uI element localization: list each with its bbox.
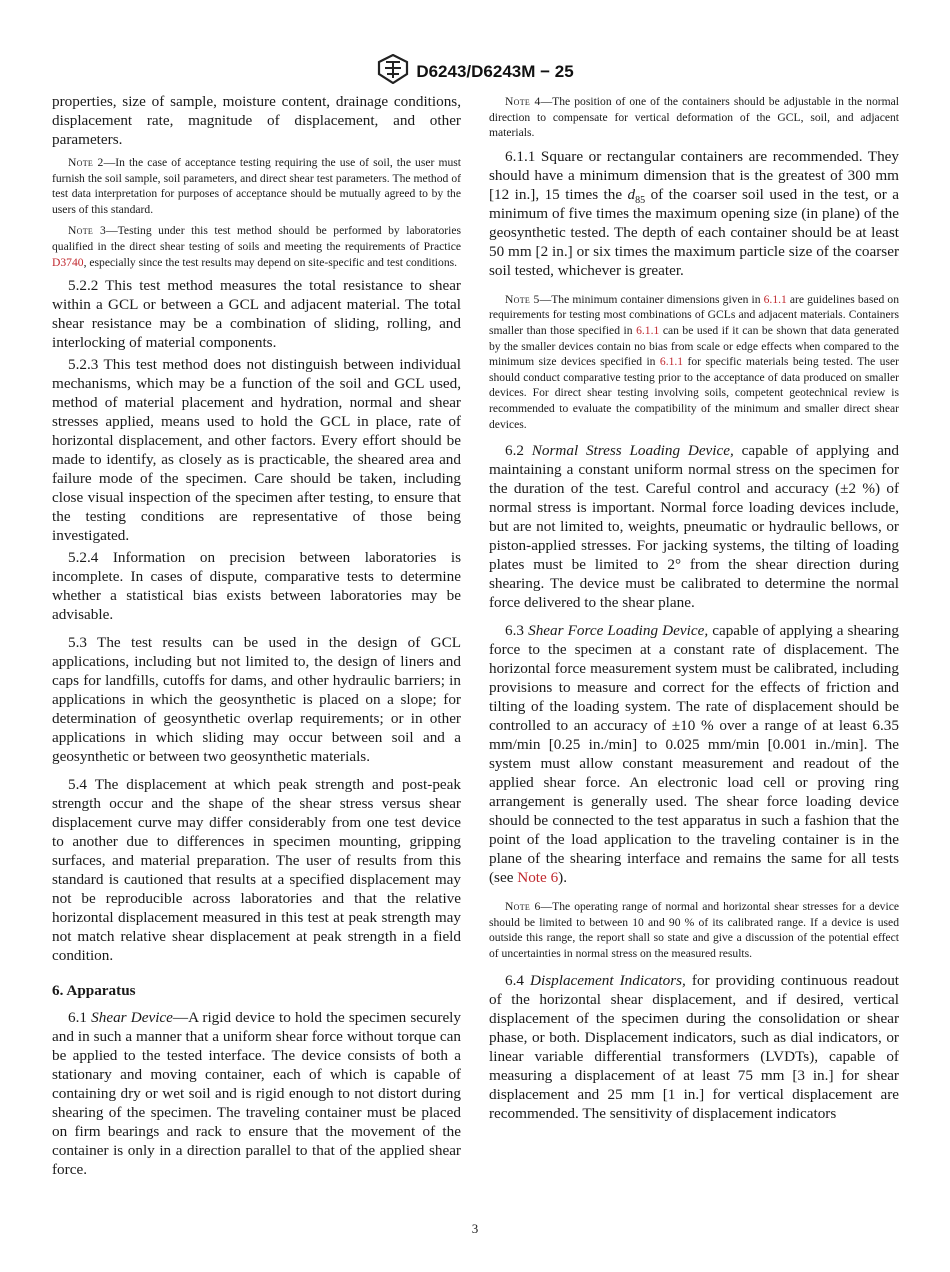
para-number: 6.2 <box>505 442 532 460</box>
paragraph-5-2-3: 5.2.3 This test method does not distinguish between individual mechanisms, which may be a function of the soil and GCL used, method of material placement and hydration, normal and shear stresses applied, means used to hold the GCL in place, rate of horizontal displacement, and other factors. Every effort should be made to identify, as closely as is practicable, the sheared area and failure mode of the specimen. Care should be taken, including close visual inspection of the specimen after testing, to ensure that the testing conditions are representative of those being investigated. <box>52 356 461 545</box>
note-2 <box>52 155 461 217</box>
note-3 <box>52 223 461 270</box>
paragraph-5-4: 5.4 The displacement at which peak strength and post-peak strength occur and the shape of the shear stress versus shear displacement curve may differ considerably from one test device to another due to differences in specimen mounting, gripping surfaces, and material preparation. The user of results from this standard is cautioned that results at a specified displacement may not be reproducible across laboratories and that the relative horizontal displacement measured in this test at peak strength may not match relative shear displacement at peak strength in a field condition. <box>52 776 461 965</box>
link-6-1-1[interactable]: 6.1.1 <box>636 323 660 337</box>
link-d3740[interactable]: D3740 <box>52 255 84 269</box>
note-5 <box>489 292 899 432</box>
d85-symbol: d <box>627 185 636 203</box>
paragraph-6-1-1 <box>489 147 899 280</box>
paragraph-5-2-4: 5.2.4 Information on precision between laboratories is incomplete. In cases of dispute, comparative tests to determine whether a statistical bias exists between laboratories may be advisable. <box>52 549 461 624</box>
term: Displacement Indicators, <box>530 971 686 989</box>
para-number: 6.3 <box>505 622 529 640</box>
note-text: —In the case of acceptance testing requiring the use of soil, the user must furnish the soil sample, soil parameters, and direct shear test parameters. The method of test data interpretation for purposes of acceptance should be mutually agreed to by the users of this standard. <box>52 156 462 216</box>
para-number: 6.4 <box>505 971 531 989</box>
link-note-6[interactable]: Note 6 <box>517 869 559 887</box>
note-text: are guidelines based on requirements for testing most combinations of GCLs and adjacent materials. Containers smaller than those specified in <box>489 292 899 337</box>
term: Normal Stress Loading Device, <box>531 442 734 460</box>
page-number: 3 <box>471 1221 479 1236</box>
para-text: —A rigid device to hold the specimen securely and in such a manner that a uniform shear force without torque can be applied to the tested interface. The device consists of both a stationary and moving container, each of which is capable of containing dry or wet soil and is rigid enough to not distort during shearing of the specimen. The traveling container must be placed on firm bearings and rack to ensure that the movement of the container is only in a direction parallel to that of the applied shear force. <box>52 1009 461 1179</box>
note-label: Note 2 <box>68 156 104 169</box>
astm-logo-icon <box>376 54 410 89</box>
note-label: Note 6 <box>505 900 541 914</box>
term: Shear Force Loading Device, <box>528 622 709 640</box>
note-text: for specific materials being tested. The user should conduct comparative testing prior to the acceptance of data produced on smaller devices. For direct shear testing involving soils, competent geotechnical review is recommended to evaluate the compatibility of the minimum and smaller direct shear devices. <box>489 355 899 431</box>
paragraph-6-1 <box>52 1008 461 1179</box>
paragraph-5-2-2: 5.2.2 This test method measures the total resistance to shear within a GCL or between a GCL and adjacent material. The total shear resistance may be a combination of sliding, rolling, and interlocking of material components. <box>52 277 461 352</box>
para-text: of the coarser soil used in the test, or a minimum of five times the maximum opening size (in plane) of the geosynthetic tested. The depth of each container should be at least 50 mm [2 in.] or six times the maximum particle size of the coarser soil tested, whichever is greater. <box>489 185 899 279</box>
note-text: —The minimum container dimensions given in <box>539 292 764 306</box>
note-text: , especially since the test results may depend on site-specific and test conditions. <box>83 255 458 269</box>
left-column <box>52 92 461 1182</box>
right-column <box>489 92 899 1126</box>
paragraph-6-2 <box>489 441 899 612</box>
para-text: capable of applying a shearing force to the specimen at a constant rate of displacement. The horizontal force measurement system must be calibrated, including provisions to measure and correct for the effects of friction and tilting of the loading system. The rate of displacement should be controlled to an accuracy of ±10 % over a range of at least 6.35 mm/min [0.25 in./min] to 0.025 mm/min [0.001 in./min]. The system must allow constant measurement and readout of the applied shear force. An electronic load cell or proving ring arrangement is generally used. The shear force loading device should be connected to the test apparatus in such a fashion that the point of the load application to the traveling container is in the plane of the shearing interface and remains the same for all tests (see <box>489 622 899 887</box>
note-label: Note 5 <box>505 292 540 306</box>
paragraph-intro: properties, size of sample, moisture content, drainage conditions, displacement rate, magnitude of displacement, and other parameters. <box>52 93 461 148</box>
paragraph-5-3: 5.3 The test results can be used in the design of GCL applications, including but not limited to, the design of liners and caps for landfills, cutoffs for dams, and other hydraulic barriers; in applications in which the geosynthetic is placed on a slope; for determination of geosynthetic overlap requirements; or in other applications in which sliding may occur between soil and a geosynthetic or between two geosynthetic materials. <box>52 634 461 766</box>
note-label: Note 4 <box>505 95 541 108</box>
para-text: capable of applying and maintaining a constant uniform normal stress on the specimen for the duration of the test. Careful control and accuracy (±2 %) of normal stress is important. Normal force loading devices include, but are not limited to, weights, pneumatic or hydraulic bellows, or piston-applied stresses. For jacking systems, the tilting of loading plates must be limited to 2° from the shear direction during shearing. The device must be calibrated to determine the normal force delivered to the shear plane. <box>489 442 899 612</box>
d85-subscript: 85 <box>635 194 646 206</box>
para-number: 6.1 <box>68 1009 92 1027</box>
link-6-1-1[interactable]: 6.1.1 <box>763 292 787 306</box>
note-label: Note 3 <box>68 224 107 238</box>
para-text: 6.1.1 Square or rectangular containers are recommended. They should have a minimum dimension that is the greatest of 300 mm [12 in.], 15 times the <box>489 147 899 203</box>
page-header <box>0 54 950 89</box>
note-text: —Testing under this test method should be performed by laboratories qualified in the direct shear testing of soils and meeting the requirements of Practice <box>52 224 461 253</box>
section-heading-apparatus: 6. Apparatus <box>52 982 136 1000</box>
term: Shear Device <box>91 1009 173 1027</box>
note-text: —The operating range of normal and horizontal shear stresses for a device should be limited to between 10 and 90 % of its calibrated range. If a device is used outside this range, the report shall so state and give a discussion of the potential effect of uncertainties in normal stress on the measured results. <box>489 900 899 960</box>
paragraph-6-3 <box>489 621 899 887</box>
note-6 <box>489 899 899 961</box>
link-6-1-1[interactable]: 6.1.1 <box>659 355 684 369</box>
document-title: D6243/D6243M − 25 <box>416 61 574 81</box>
note-4 <box>489 94 899 141</box>
paragraph-6-4 <box>489 971 899 1123</box>
para-text: for providing continuous readout of the horizontal shear displacement, and if desired, vertical displacement of the specimen during the consolidation or shear phase, or both. Displacement indicators, such as dial indicators, or linear variable differential transformers (LVDTs), capable of measuring a displacement of at least 75 mm [3 in.] for shear displacement and 25 mm [1 in.] for vertical displacement are recommended. The sensitivity of displacement indicators <box>489 971 900 1122</box>
para-text: ). <box>558 869 568 887</box>
note-text: can be used if it can be shown that data generated by the smaller devices contain no bias from scale or edge effects when compared to the minimum size devices specified in <box>489 323 899 369</box>
note-text: —The position of one of the containers should be adjustable in the normal direction to compensate for vertical deformation of the GCL, soil, and adjacent materials. <box>489 95 899 140</box>
